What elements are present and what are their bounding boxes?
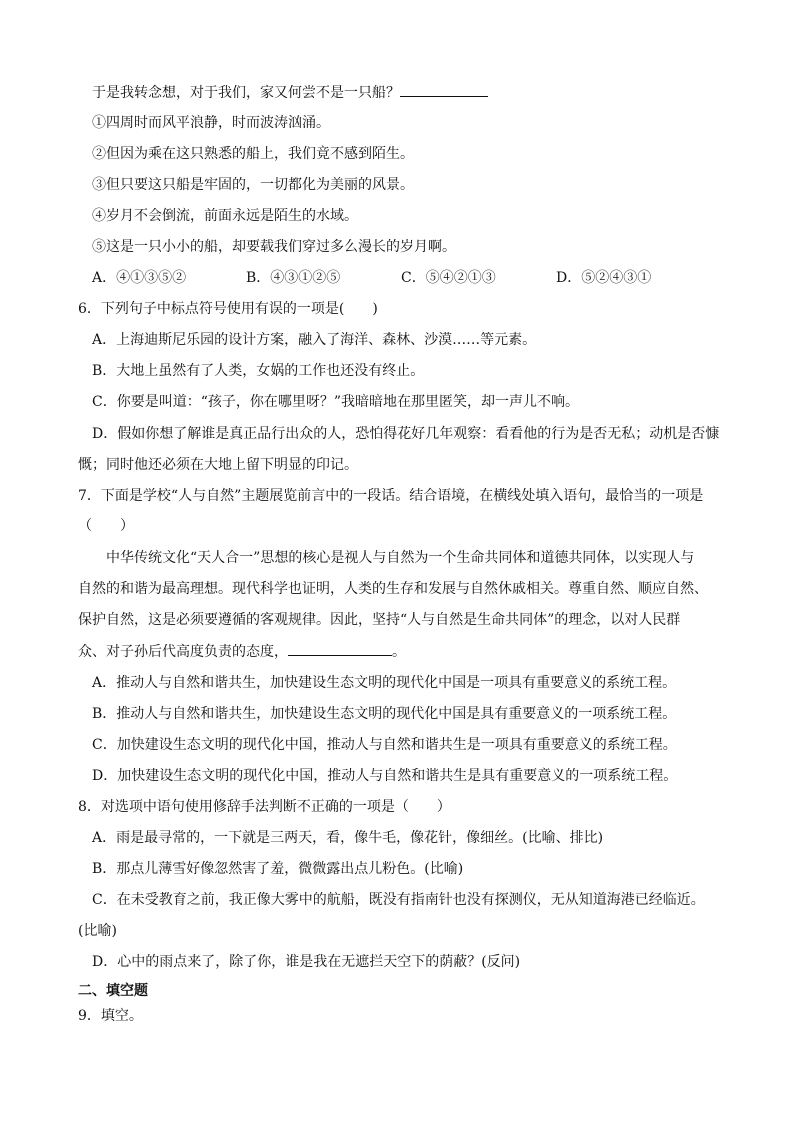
- q6-option-a: A．上海迪斯尼乐园的设计方案，融入了海洋、森林、沙漠……等元素。: [92, 332, 537, 348]
- q5-option-a: A．④①③⑤②: [92, 270, 187, 286]
- q7-passage-1: 中华传统文化“天人合一”思想的核心是视人与自然为一个生命共同体和道德共同体，以实现人与: [106, 550, 695, 566]
- q7-passage-3: 保护自然，这是必须要遵循的客观规律。因此，坚持“人与自然是生命共同体”的理念，以对人民群: [78, 612, 681, 628]
- q8-option-c-cont: (比喻): [78, 923, 117, 939]
- q6-option-d: D．假如你想了解谁是真正品行出众的人，恐怕得花好几年观察：看看他的行为是否无私；动机是否慷: [92, 426, 720, 442]
- q6-option-c: C．你要是叫道：“孩子，你在哪里呀？”我暗暗地在那里匿笑，却一声儿不响。: [92, 394, 580, 410]
- q8-option-c: C．在未受教育之前，我正像大雾中的航船，既没有指南针也没有探测仪，无从知道海港已经临近。: [92, 892, 705, 908]
- q8-option-a: A．雨是最寻常的，一下就是三两天，看，像牛毛，像花针，像细丝。(比喻、排比): [92, 830, 604, 846]
- q6-stem: 6．下列句子中标点符号使用有误的一项是( ): [78, 301, 378, 317]
- q5-sentence-4: ④岁月不会倒流，前面永远是陌生的水域。: [92, 208, 358, 224]
- q5-sentence-2: ②但因为乘在这只熟悉的船上，我们竟不感到陌生。: [92, 146, 414, 162]
- q5-option-b: B．④③①②⑤: [246, 270, 341, 286]
- q7-option-d: D．加快建设生态文明的现代化中国，推动人与自然和谐共生是具有重要意义的一项系统工程。: [92, 768, 678, 784]
- q7-option-a: A．推动人与自然和谐共生，加快建设生态文明的现代化中国是一项具有重要意义的系统工程。: [92, 675, 677, 691]
- section-heading-fill-in: 二、填空题: [78, 983, 148, 999]
- q6-option-d-cont: 慨；同时他还必须在大地上留下明显的印记。: [78, 457, 358, 473]
- q8-option-b: B．那点儿薄雪好像忽然害了羞，微微露出点儿粉色。(比喻): [92, 861, 464, 877]
- q7-passage-2: 自然的和谐为最高理想。现代科学也证明，人类的生存和发展与自然休戚相关。尊重自然、顺应自然、: [78, 581, 708, 597]
- q7-passage-4: [78, 641, 406, 662]
- q7-stem-paren: （ ）: [78, 518, 134, 534]
- q8-option-d: D．心中的雨点来了，除了你，谁是我在无遮拦天空下的荫蔽？(反问): [92, 954, 521, 970]
- q7-option-c: C．加快建设生态文明的现代化中国，推动人与自然和谐共生是一项具有重要意义的系统工程。: [92, 737, 677, 753]
- q7-stem: 7．下面是学校“人与自然”主题展览前言中的一段话。结合语境，在横线处填入语句，最恰当的一项是: [78, 488, 704, 504]
- q7-passage-end: 。: [392, 644, 406, 660]
- q7-answer-blank: [288, 641, 392, 656]
- q5-option-d: D．⑤②④③①: [556, 270, 652, 286]
- q5-stem-text: 于是我转念想，对于我们，家又何尝不是一只船？: [92, 85, 400, 101]
- q5-sentence-1: ①四周时而风平浪静，时而波涛汹涌。: [92, 115, 330, 131]
- q5-option-c: C．⑤④②①③: [401, 270, 496, 286]
- q7-option-b: B．推动人与自然和谐共生，加快建设生态文明的现代化中国是具有重要意义的一项系统工程。: [92, 706, 677, 722]
- q5-sentence-3: ③但只要这只船是牢固的，一切都化为美丽的风景。: [92, 177, 414, 193]
- q9-stem: 9．填空。: [78, 1008, 143, 1024]
- q5-stem: [92, 82, 488, 103]
- q5-answer-blank: [400, 82, 488, 97]
- q6-option-b: B．大地上虽然有了人类，女娲的工作也还没有终止。: [92, 363, 425, 379]
- q8-stem: 8．对选项中语句使用修辞手法判断不正确的一项是（ ）: [78, 799, 451, 815]
- q5-sentence-5: ⑤这是一只小小的船，却要载我们穿过多么漫长的岁月啊。: [92, 239, 456, 255]
- q7-passage-4-text: 众、对子孙后代高度负责的态度，: [78, 644, 288, 660]
